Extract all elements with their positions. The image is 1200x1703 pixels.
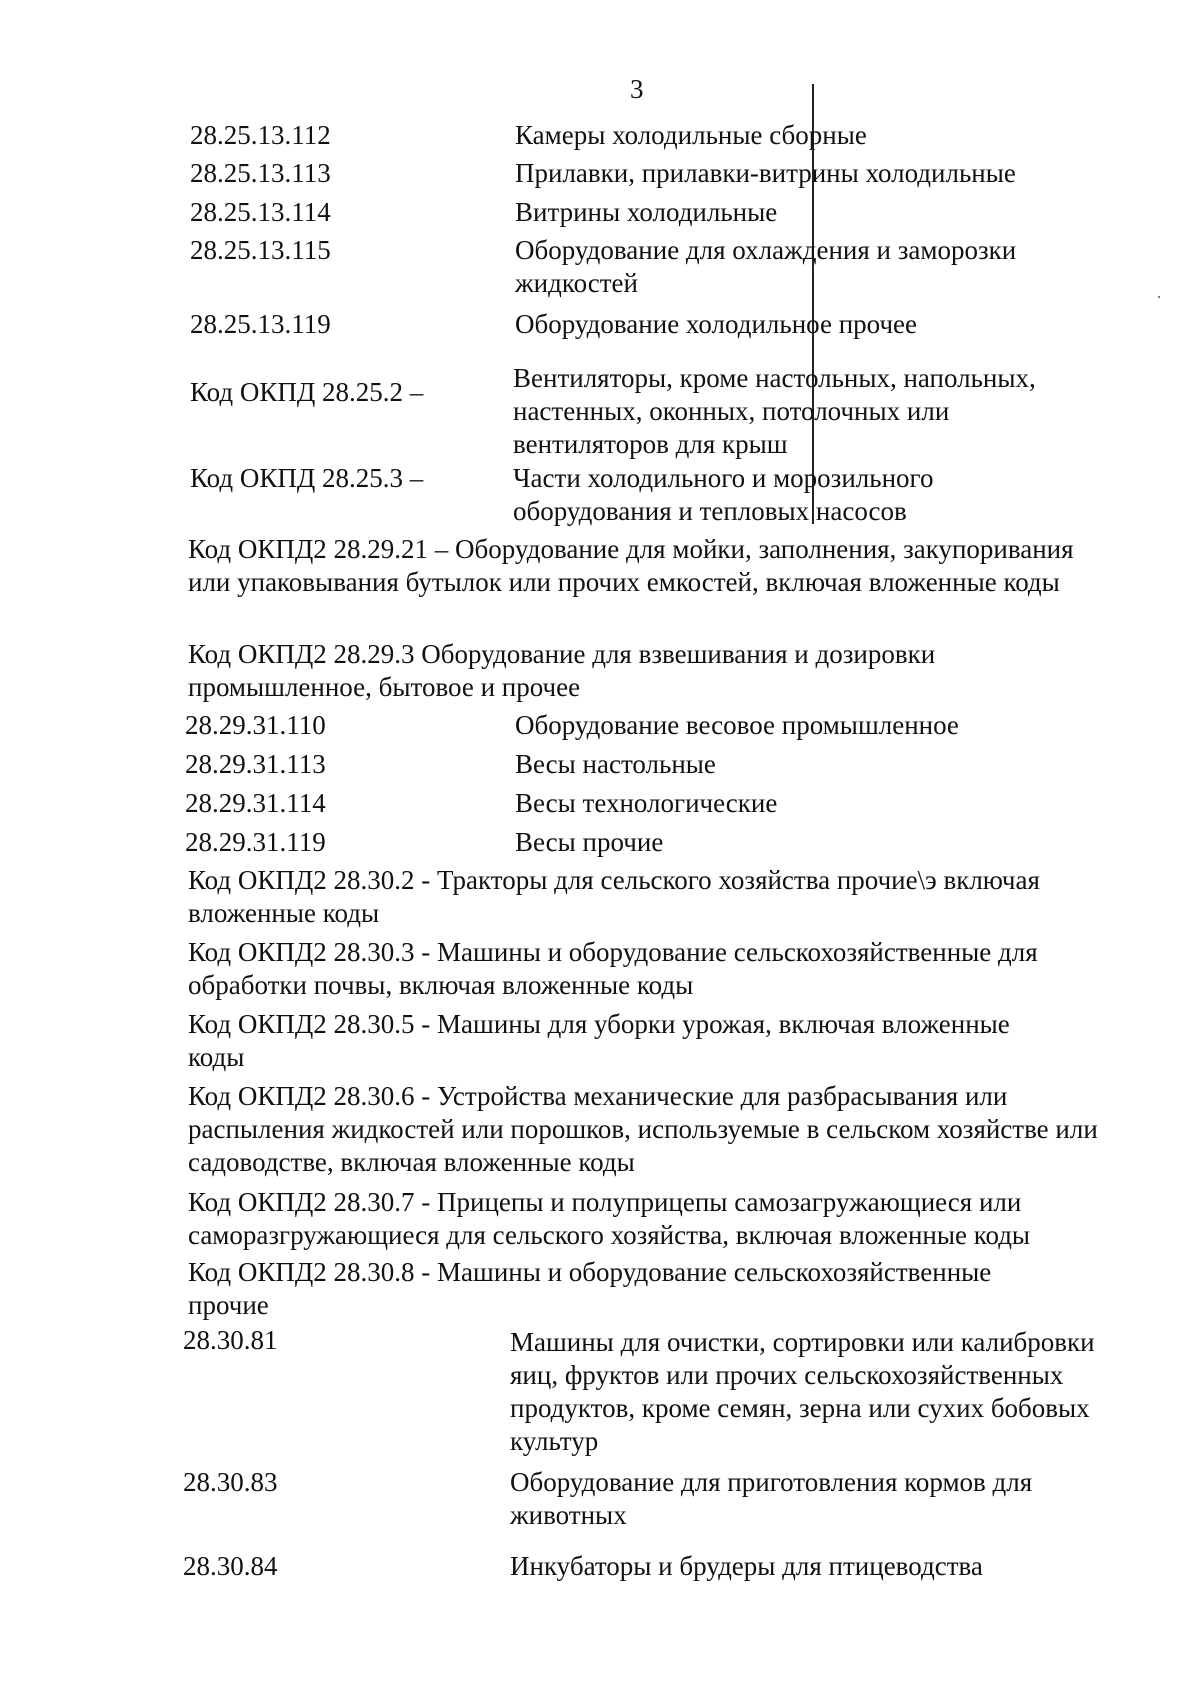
table-row-code: 28.25.13.114 [190,197,331,227]
table-row-desc: Прилавки, прилавки-витрины холодильные [515,158,1016,188]
table-row-desc: Оборудование весовое промышленное [515,710,959,740]
table-row-code: 28.30.83 [183,1467,278,1497]
paragraph-okpd2-28-30-6: Код ОКПД2 28.30.6 - Устройства механические для разбрасывания или распыления жидкостей или порошков, используемые в сельском хозяйстве или садоводстве, включая вложенные коды [188,1081,1098,1177]
table-row-desc: Камеры холодильные сборные [515,120,867,150]
table-row-code: 28.29.31.114 [185,788,326,818]
table-row-code: Код ОКПД 28.25.2 – [190,377,424,407]
table-row-desc: Оборудование холодильное прочее [515,309,918,339]
paragraph-okpd2-28-30-3: Код ОКПД2 28.30.3 - Машины и оборудование сельскохозяйственные для обработки почвы, включая вложенные коды [188,937,1038,1000]
table-row-code: Код ОКПД 28.25.3 – [190,463,424,493]
table-row-desc: Инкубаторы и брудеры для птицеводства [510,1551,983,1581]
table-row-code: 28.30.81 [183,1325,278,1355]
page-number: 3 [630,74,644,104]
table-row-code: 28.25.13.112 [190,120,331,150]
paragraph-okpd2-28-30-5: Код ОКПД2 28.30.5 - Машины для уборки урожая, включая вложенные коды [188,1009,1010,1072]
table-row-desc: Части холодильного и морозильного оборудования и тепловых насосов [513,463,934,526]
table-row-code: 28.30.84 [183,1551,278,1581]
paragraph-okpd2-28-29-21: Код ОКПД2 28.29.21 – Оборудование для мойки, заполнения, закупоривания или упаковывания бутылок или прочих емкостей, включая вложенные коды [188,534,1074,597]
table-row-code: 28.29.31.113 [185,749,326,779]
paragraph-okpd2-28-30-2: Код ОКПД2 28.30.2 - Тракторы для сельского хозяйства прочие\э включая вложенные коды [188,865,1040,928]
table-row-desc: Витрины холодильные [515,197,778,227]
table-row-desc: Оборудование для приготовления кормов для животных [510,1467,1033,1530]
table-row-desc: Весы настольные [515,749,716,779]
table-row-desc: Оборудование для охлаждения и заморозки жидкостей [515,235,1017,298]
table-row-code: 28.25.13.113 [190,158,331,188]
paragraph-okpd2-28-29-3: Код ОКПД2 28.29.3 Оборудование для взвешивания и дозировки промышленное, бытовое и прочее [188,639,936,702]
table-row-desc: Вентиляторы, кроме настольных, напольных, настенных, оконных, потолочных или вентиляторов для крыш [513,363,1036,459]
scan-artifact-speck [1158,296,1160,298]
table-row-code: 28.25.13.115 [190,235,331,265]
table-row-desc: Весы технологические [515,788,778,818]
table-row-desc: Машины для очистки, сортировки или калибровки яиц, фруктов или прочих сельскохозяйственных продуктов, кроме семян, зерна или сухих бобовых культур [510,1327,1095,1456]
table-row-code: 28.29.31.110 [185,710,326,740]
table-row-code: 28.29.31.119 [185,827,326,857]
table-row-desc: Весы прочие [515,827,664,857]
paragraph-okpd2-28-30-7: Код ОКПД2 28.30.7 - Прицепы и полуприцепы самозагружающиеся или саморазгружающиеся для сельского хозяйства, включая вложенные коды [188,1187,1031,1250]
table-row-code: 28.25.13.119 [190,309,331,339]
paragraph-okpd2-28-30-8: Код ОКПД2 28.30.8 - Машины и оборудование сельскохозяйственные прочие [188,1257,992,1320]
